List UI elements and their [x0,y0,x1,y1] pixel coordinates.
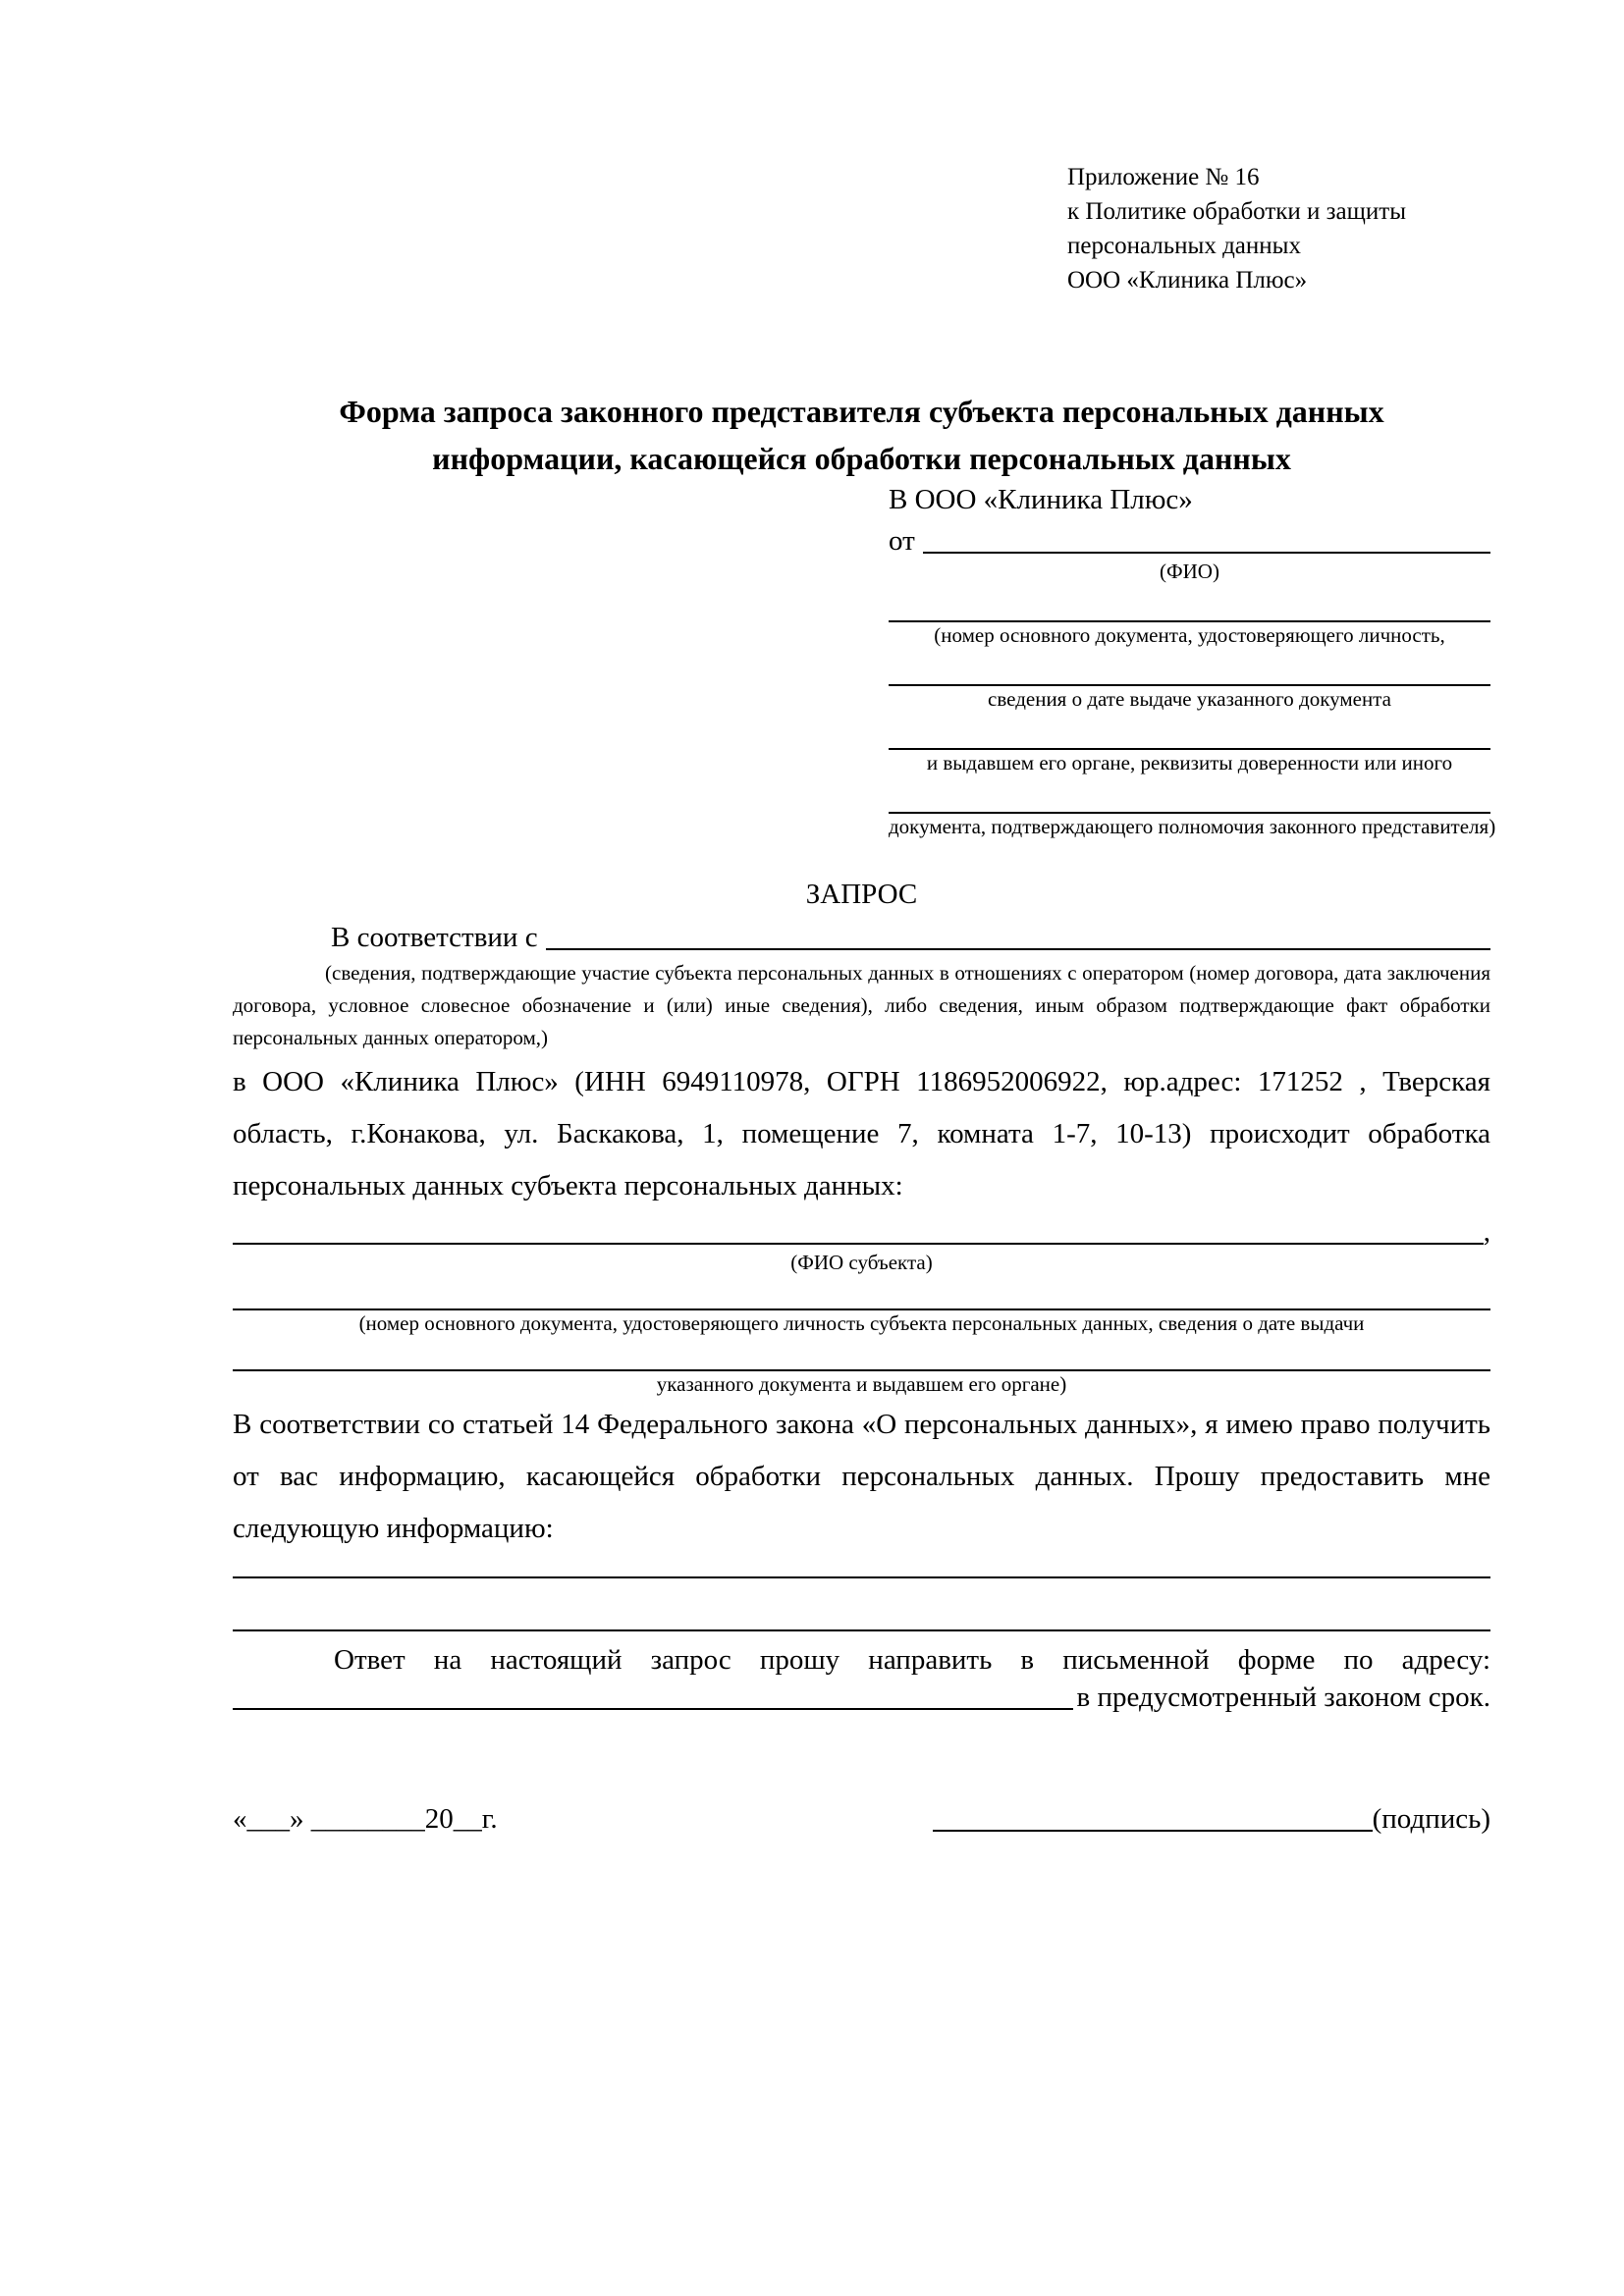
information-blank-line [233,1629,1490,1631]
document-title [233,388,1490,482]
reply-paragraph: Ответ на настоящий запрос прошу направить в письменной форме по адресу: [334,1644,1490,1676]
field-caption: сведения о дате выдаче указанного документа [988,687,1391,711]
footer-row [233,1800,1490,1838]
representative-doc-field [889,812,1496,839]
intro-row [233,920,1490,955]
information-blank-line [233,1576,1490,1578]
intro-blank-line [546,920,1490,950]
signature-blank-line [933,1800,1373,1832]
intro-caption: (сведения, подтверждающие участие субъекта персональных данных в отношениях с оператором (номер договора, дата заключения договора, условное словесное обозначение и (или) иные сведения), либо сведения, иным образом подтверждающие факт обработки персональных данных оператором,) [233,961,1490,1049]
subject-fio-blank-line [233,1214,1484,1245]
signature-group [933,1800,1490,1838]
appendix-line: к Политике обработки и защиты [1067,198,1407,225]
addressee-organization: В ООО «Клиника Плюс» [889,484,1193,515]
reply-address-row [233,1679,1490,1716]
operator-paragraph: в ООО «Клиника Плюс» (ИНН 6949110978, ОГРН 1186952006922, юр.адрес: 171252 , Тверская область, г.Конакова, ул. Баскакова, 1, помещение 7, комната 1-7, 10-13) происходит обработка персональных данных субъекта персональных данных: [233,1066,1490,1201]
representative-doc-field [889,748,1490,775]
addressee-block [889,482,1496,839]
representative-doc-field [889,620,1490,648]
field-caption: и выдавшем его органе, реквизиты доверенности или иного [926,751,1453,774]
subject-fio-suffix: , [1483,1216,1490,1248]
date-placeholder: «___» ________20__г. [233,1803,498,1835]
appendix-line: ООО «Клиника Плюс» [1067,267,1308,294]
signature-caption: (подпись) [1372,1803,1490,1835]
appendix-header [1067,160,1490,297]
subject-doc-caption: (номер основного документа, удостоверяющего личность субъекта персональных данных, сведения о дате выдачи [358,1311,1365,1335]
representative-doc-field [889,684,1490,712]
document-title-line: информации, касающейся обработки персональных данных [432,441,1291,476]
intro-label: В соответствии с [331,922,538,953]
subject-doc-caption: указанного документа и выдавшем его органе) [656,1372,1067,1396]
appendix-line: Приложение № 16 [1067,164,1260,190]
document-title-line: Форма запроса законного представителя субъекта персональных данных [339,394,1384,429]
law-paragraph: В соответствии со статьей 14 Федерального закона «О персональных данных», я имею право получить от вас информацию, касающейся обработки персональных данных. Прошу предоставить мне следующую информацию: [233,1409,1490,1544]
fio-caption: (ФИО) [1160,560,1219,583]
reply-suffix: в предусмотренный законом срок. [1076,1682,1490,1713]
appendix-line: персональных данных [1067,233,1301,259]
subject-fio-caption: (ФИО субъекта) [790,1251,933,1274]
from-label: от [889,525,915,557]
fio-blank-line [923,523,1490,554]
request-heading: ЗАПРОС [805,879,918,910]
field-caption: (номер основного документа, удостоверяющего личность, [934,623,1445,647]
subject-fio-row [233,1214,1490,1250]
from-row [889,523,1490,559]
field-caption: документа, подтверждающего полномочия законного представителя) [889,815,1496,838]
reply-address-blank-line [233,1679,1073,1710]
